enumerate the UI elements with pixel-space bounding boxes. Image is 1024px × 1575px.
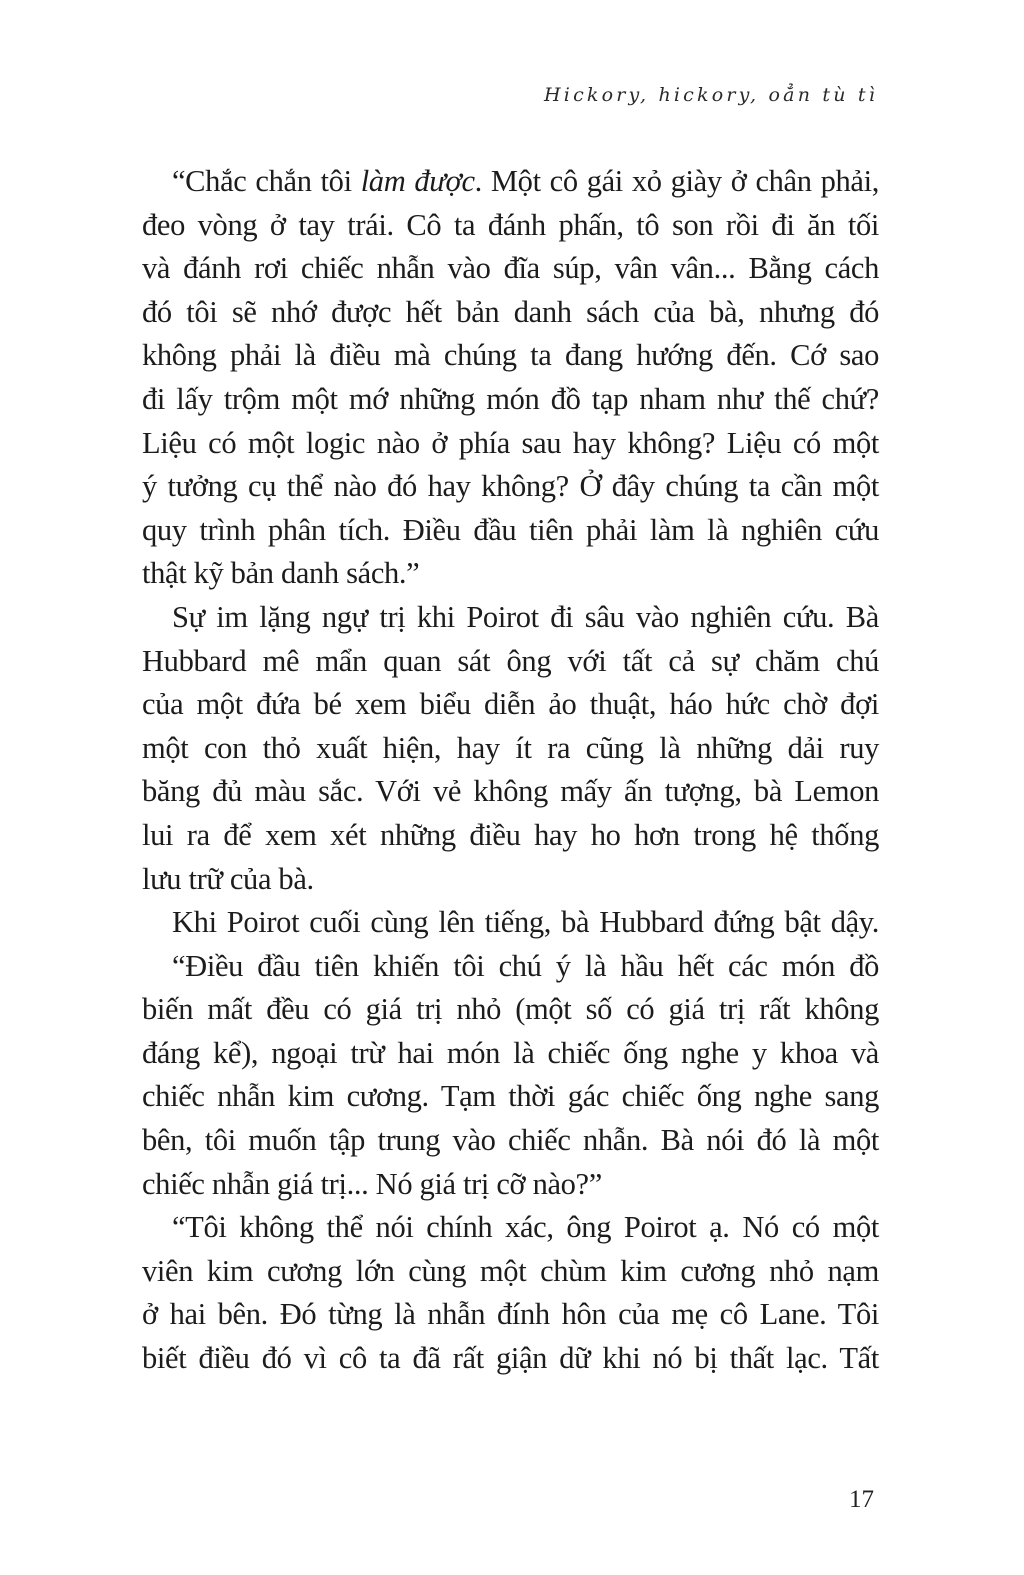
text-line: Liệu có một logic nào ở phía sau hay không? Liệu có một: [142, 425, 879, 460]
text-line: biến mất đều có giá trị nhỏ (một số có giá trị rất không: [142, 992, 879, 1027]
text-line: Sự im lặng ngự trị khi Poirot đi sâu vào nghiên cứu. Bà: [172, 599, 879, 634]
text-line: Khi Poirot cuối cùng lên tiếng, bà Hubbard đứng bật dậy.: [172, 905, 879, 940]
text-line: đáng kể), ngoại trừ hai món là chiếc ống nghe y khoa và: [142, 1035, 879, 1070]
text-line: “Điều đầu tiên khiến tôi chú ý là hầu hết các món đồ: [172, 948, 879, 983]
text-line: của một đứa bé xem biểu diễn ảo thuật, háo hức chờ đợi: [142, 687, 879, 722]
paragraph: [142, 901, 879, 945]
paragraph: [142, 596, 879, 901]
text-line: đi lấy trộm một mớ những món đồ tạp nham như thế chứ?: [142, 381, 879, 416]
text-line: đeo vòng ở tay trái. Cô ta đánh phấn, tô son rồi đi ăn tối: [142, 207, 879, 242]
text-line: chiếc nhẫn giá trị... Nó giá trị cỡ nào?”: [142, 1166, 602, 1201]
text-line: “Chắc chắn tôi làm được. Một cô gái xỏ giày ở chân phải,: [172, 164, 879, 198]
text-line: đó tôi sẽ nhớ được hết bản danh sách của bà, nhưng đó: [142, 294, 879, 329]
text-line: thật kỹ bản danh sách.”: [142, 556, 420, 591]
emphasis: làm được: [360, 164, 475, 198]
text-line: biết điều đó vì cô ta đã rất giận dữ khi nó bị thất lạc. Tất: [142, 1341, 879, 1376]
text-line: chiếc nhẫn kim cương. Tạm thời gác chiếc ống nghe sang: [142, 1079, 879, 1114]
text-line: một con thỏ xuất hiện, hay ít ra cũng là những dải ruy: [142, 730, 879, 765]
paragraph: [142, 160, 879, 596]
text-line: ở hai bên. Đó từng là nhẫn đính hôn của mẹ cô Lane. Tôi: [142, 1297, 879, 1332]
text-line: và đánh rơi chiếc nhẫn vào đĩa súp, vân vân... Bằng cách: [142, 251, 879, 286]
text-line: “Tôi không thể nói chính xác, ông Poirot ạ. Nó có một: [172, 1210, 879, 1245]
text-line: viên kim cương lớn cùng một chùm kim cương nhỏ nạm: [142, 1253, 879, 1288]
text-line: ý tưởng cụ thể nào đó hay không? Ở đây chúng ta cần một: [142, 469, 879, 504]
text-line: không phải là điều mà chúng ta đang hướng đến. Cớ sao: [142, 338, 879, 373]
text-line: băng đủ màu sắc. Với vẻ không mấy ấn tượng, bà Lemon: [142, 774, 879, 809]
body-text: [142, 160, 879, 1381]
running-head: Hickory, hickory, oẳn tù tì: [544, 84, 878, 106]
text-line: quy trình phân tích. Điều đầu tiên phải làm là nghiên cứu: [142, 512, 879, 547]
text-line: lưu trữ của bà.: [142, 861, 314, 896]
text-line: lui ra để xem xét những điều hay ho hơn trong hệ thống: [142, 817, 879, 852]
paragraph: [142, 945, 879, 1207]
paragraph: [142, 1206, 879, 1380]
text-line: Hubbard mê mẩn quan sát ông với tất cả sự chăm chú: [142, 643, 879, 678]
page-number: 17: [849, 1486, 874, 1513]
text-line: bên, tôi muốn tập trung vào chiếc nhẫn. Bà nói đó là một: [142, 1123, 879, 1158]
